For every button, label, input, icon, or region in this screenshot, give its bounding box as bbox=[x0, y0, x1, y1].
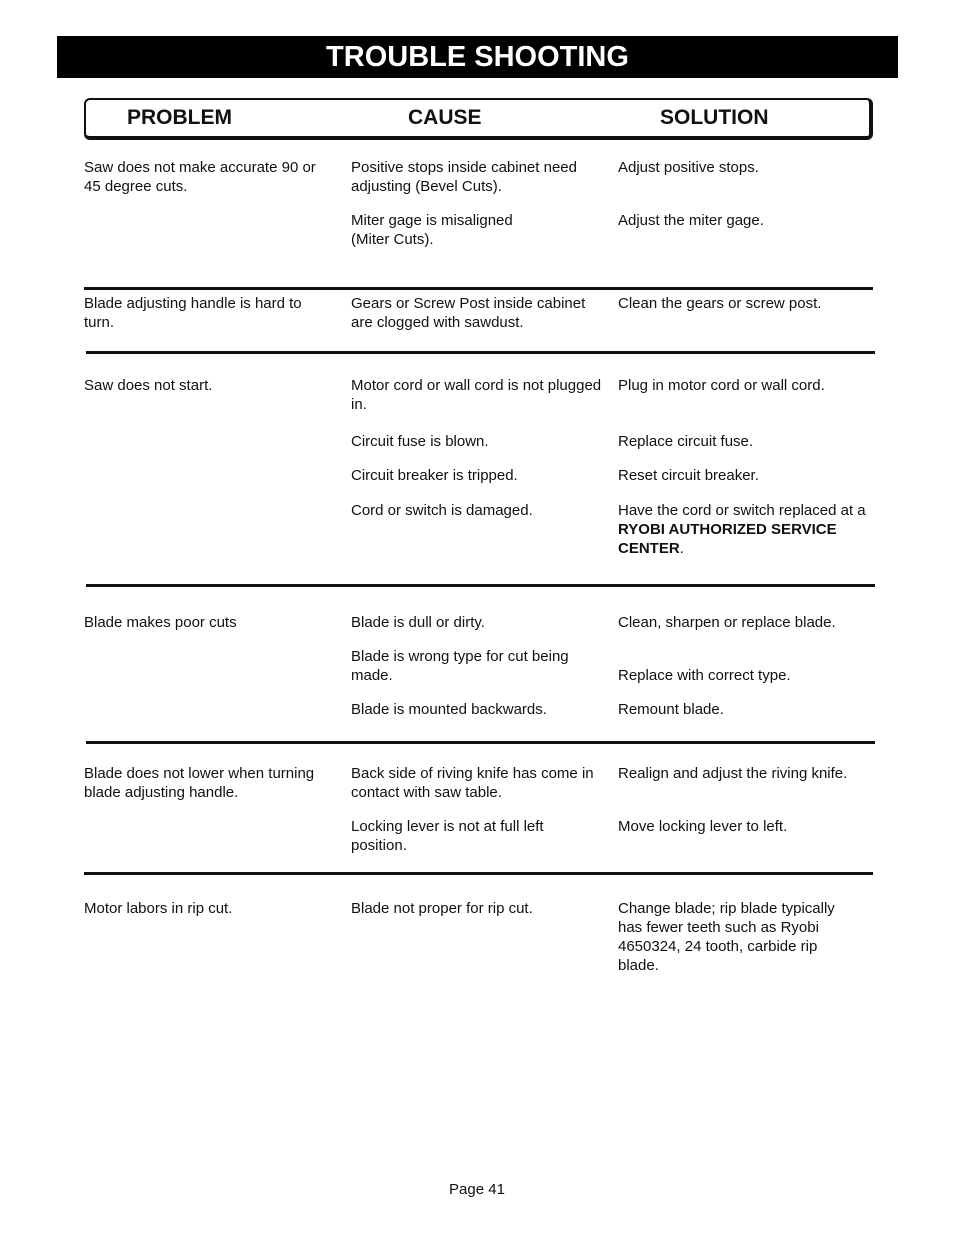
row-divider bbox=[86, 741, 875, 744]
problem-text: Saw does not start. bbox=[84, 377, 213, 394]
cause-text: Blade is mounted backwards. bbox=[351, 701, 547, 718]
cause-text: Miter gage is misaligned (Miter Cuts). bbox=[351, 212, 513, 248]
problem-text: Blade adjusting handle is hard to turn. bbox=[84, 295, 302, 331]
page-number: Page 41 bbox=[449, 1181, 505, 1198]
cause-text: Motor cord or wall cord is not plugged in. bbox=[351, 377, 602, 413]
cause-text: Circuit fuse is blown. bbox=[351, 433, 489, 450]
page-title: TROUBLE SHOOTING bbox=[57, 36, 898, 78]
header-solution: SOLUTION bbox=[660, 106, 769, 129]
cause-text: Cord or switch is damaged. bbox=[351, 502, 533, 519]
solution-suffix: . bbox=[679, 540, 684, 557]
solution-text: Replace with correct type. bbox=[618, 667, 791, 684]
row-divider bbox=[84, 872, 873, 875]
cause-text: Locking lever is not at full left position. bbox=[351, 818, 544, 854]
row-divider bbox=[86, 584, 875, 587]
solution-text: Replace circuit fuse. bbox=[618, 433, 754, 450]
solution-text: Realign and adjust the riving knife. bbox=[618, 765, 848, 782]
solution-prefix: Have the cord or switch replaced at a bbox=[618, 502, 866, 519]
problem-text: Blade makes poor cuts bbox=[84, 614, 237, 631]
cause-text: Blade is dull or dirty. bbox=[351, 614, 485, 631]
cause-text: Positive stops inside cabinet need adjusting (Bevel Cuts). bbox=[351, 159, 577, 195]
cause-text: Blade not proper for rip cut. bbox=[351, 900, 533, 917]
cause-text: Back side of riving knife has come in contact with saw table. bbox=[351, 765, 594, 801]
service-center-name: RYOBI AUTHORIZED SERVICE CENTER bbox=[618, 521, 837, 557]
header-problem: PROBLEM bbox=[127, 106, 232, 129]
solution-text bbox=[618, 501, 870, 558]
problem-text: Blade does not lower when turning blade adjusting handle. bbox=[84, 765, 315, 801]
solution-text: Move locking lever to left. bbox=[618, 818, 788, 835]
solution-text: Clean, sharpen or replace blade. bbox=[618, 614, 836, 631]
solution-text: Reset circuit breaker. bbox=[618, 467, 759, 484]
problem-text: Motor labors in rip cut. bbox=[84, 900, 233, 917]
table-header bbox=[84, 98, 873, 140]
cause-text: Blade is wrong type for cut being made. bbox=[351, 648, 569, 684]
solution-text: Clean the gears or screw post. bbox=[618, 295, 822, 312]
cause-text: Circuit breaker is tripped. bbox=[351, 467, 518, 484]
problem-text: Saw does not make accurate 90 or 45 degree cuts. bbox=[84, 159, 316, 195]
cause-text: Gears or Screw Post inside cabinet are clogged with sawdust. bbox=[351, 295, 586, 331]
solution-text: Plug in motor cord or wall cord. bbox=[618, 377, 825, 394]
row-divider bbox=[86, 351, 875, 354]
solution-text: Change blade; rip blade typically has fewer teeth such as Ryobi 4650324, 24 tooth, carbide rip blade. bbox=[618, 900, 835, 974]
solution-text: Adjust positive stops. bbox=[618, 159, 759, 176]
row-divider bbox=[84, 287, 873, 290]
header-cause: CAUSE bbox=[408, 106, 482, 129]
solution-text: Adjust the miter gage. bbox=[618, 212, 764, 229]
solution-text: Remount blade. bbox=[618, 701, 724, 718]
